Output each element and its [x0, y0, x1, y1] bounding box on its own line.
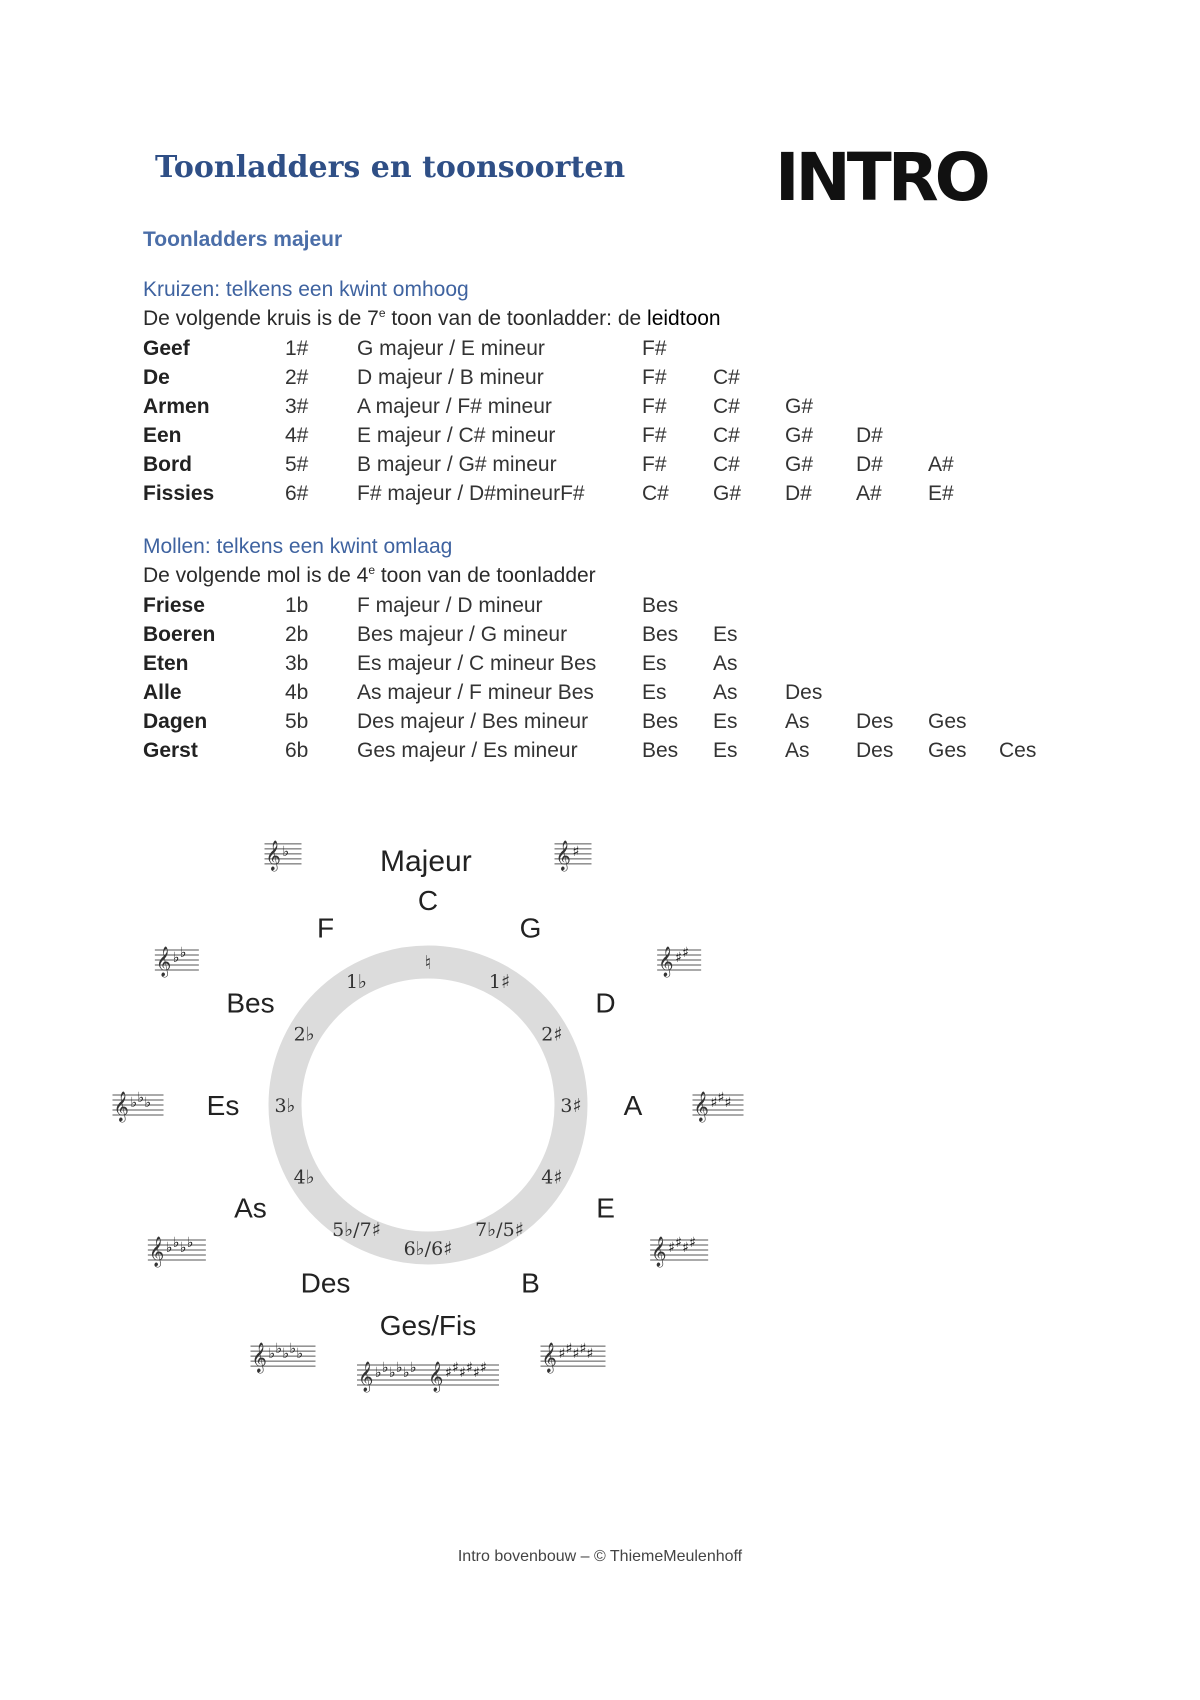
svg-text:♯: ♯: [572, 1346, 580, 1363]
accidental-note: Es: [713, 623, 738, 646]
mnemonic-word: Armen: [143, 395, 210, 418]
accidental-note: Bes: [642, 594, 679, 617]
svg-text:𝄞: 𝄞: [555, 840, 571, 871]
svg-text:♭: ♭: [165, 1240, 173, 1256]
logo-text: INTRO: [775, 139, 987, 216]
svg-text:𝄞: 𝄞: [651, 1237, 667, 1267]
key-name-label: As: [234, 1192, 267, 1224]
key-name-label: Des: [300, 1267, 351, 1299]
svg-text:♯: ♯: [586, 1346, 594, 1363]
mnemonic-word: Alle: [143, 681, 182, 704]
svg-text:♭: ♭: [268, 1346, 276, 1363]
key-name: Des majeur / Bes mineur: [357, 710, 589, 733]
svg-text:♯: ♯: [565, 1341, 573, 1358]
accidental-note: Bes: [642, 623, 679, 646]
svg-text:♯: ♯: [675, 1235, 682, 1251]
mnemonic-word: Gerst: [143, 739, 198, 762]
svg-text:♭: ♭: [282, 1346, 290, 1363]
svg-text:♭: ♭: [396, 1360, 403, 1376]
accidental-count: 1b: [285, 594, 309, 617]
key-name-label: E: [596, 1192, 615, 1224]
mnemonic-word: Dagen: [143, 710, 208, 733]
footer: Intro bovenbouw – © ThiemeMeulenhoff: [457, 1548, 743, 1565]
key-name-label: F: [316, 912, 335, 944]
accidental-count: 2b: [285, 623, 309, 646]
svg-text:♭: ♭: [137, 1090, 145, 1106]
svg-text:𝄞: 𝄞: [265, 840, 281, 871]
key-name-label: B: [521, 1267, 540, 1299]
accidental-note: As: [713, 681, 738, 704]
svg-text:𝄞: 𝄞: [155, 947, 172, 977]
svg-text:♭: ♭: [410, 1360, 417, 1376]
accidental-note: G#: [785, 395, 814, 418]
mnemonic-word: Friese: [143, 594, 205, 617]
accidental-note: D#: [856, 453, 883, 476]
svg-text:𝄞: 𝄞: [428, 1362, 444, 1392]
svg-text:♭: ♭: [172, 950, 180, 966]
svg-text:♭: ♭: [186, 1235, 194, 1251]
key-name-label: Ges/Fis: [379, 1310, 477, 1341]
svg-text:𝄞: 𝄞: [658, 947, 674, 977]
svg-text:♭: ♭: [389, 1365, 396, 1381]
accidental-note: A#: [856, 482, 882, 505]
svg-text:♯: ♯: [675, 950, 682, 966]
svg-text:𝄞: 𝄞: [251, 1343, 267, 1374]
key-signature-staff-sharps: [427, 1360, 499, 1393]
key-name: Bes majeur / G mineur: [357, 623, 568, 646]
accidental-note: F#: [642, 424, 667, 447]
ring-accidental-label: 2♯: [541, 1023, 563, 1046]
accidental-note: As: [785, 710, 810, 733]
svg-text:♯: ♯: [710, 1095, 718, 1111]
key-signature-staff-flats: [357, 1360, 429, 1393]
svg-text:♯: ♯: [445, 1365, 452, 1381]
ring-accidental-label: 6♭/6♯: [403, 1238, 453, 1260]
sharps-intro: De volgende kruis is de 7e toon van de toonladder: de leidtoon: [143, 306, 721, 330]
mnemonic-word: Een: [143, 424, 182, 447]
accidental-note: Bes: [642, 710, 679, 733]
accidental-note: Des: [856, 739, 894, 762]
page-title: Toonladders en toonsoorten: [155, 150, 626, 185]
svg-text:𝄞: 𝄞: [693, 1092, 709, 1122]
svg-text:♭: ♭: [382, 1360, 389, 1376]
svg-text:𝄞: 𝄞: [113, 1092, 129, 1122]
ring-accidental-label: 3♭: [274, 1095, 296, 1117]
svg-text:♯: ♯: [558, 1346, 566, 1363]
svg-text:♯: ♯: [724, 1095, 732, 1111]
ring-accidental-label: 1♭: [345, 971, 368, 994]
accidental-note: Bes: [642, 739, 679, 762]
accidental-count: 3#: [285, 395, 309, 418]
key-signature-staff: [155, 945, 199, 978]
accidental-count: 5#: [285, 453, 309, 476]
accidental-note: A#: [928, 453, 954, 476]
key-signature-staff: [265, 840, 302, 872]
accidental-note: E#: [928, 482, 954, 505]
svg-text:♭: ♭: [144, 1095, 152, 1111]
accidental-count: 6b: [285, 739, 309, 762]
accidental-note: Ges: [928, 739, 967, 762]
accidental-count: 5b: [285, 710, 309, 733]
circle-title: Majeur: [380, 845, 472, 878]
accidental-count: 2#: [285, 366, 309, 389]
accidental-note: Des: [785, 681, 823, 704]
accidental-note: D#: [856, 424, 883, 447]
key-name-label: D: [595, 987, 616, 1019]
accidental-note: C#: [713, 453, 740, 476]
ring-accidental-label: 5♭/7♯: [332, 1218, 381, 1241]
ring-accidental-label: 1♯: [488, 971, 511, 994]
svg-text:♭: ♭: [375, 1365, 382, 1381]
section-title: Toonladders majeur: [143, 228, 343, 251]
key-name-label: C: [417, 885, 439, 916]
svg-text:♯: ♯: [579, 1341, 587, 1358]
mnemonic-word: Bord: [143, 453, 192, 476]
accidental-count: 4b: [285, 681, 309, 704]
key-name: G majeur / E mineur: [357, 337, 545, 360]
svg-text:♭: ♭: [172, 1235, 180, 1251]
accidental-note: C#: [713, 424, 740, 447]
key-signature-staff: [251, 1341, 316, 1374]
key-signature-staff: [555, 840, 592, 872]
key-signature-staff: [650, 1235, 708, 1268]
svg-text:♯: ♯: [466, 1360, 473, 1376]
accidental-note: C#: [642, 482, 669, 505]
accidental-note: C#: [713, 366, 740, 389]
accidental-note: As: [785, 739, 810, 762]
mnemonic-word: Boeren: [143, 623, 216, 646]
svg-text:♯: ♯: [668, 1240, 675, 1256]
accidental-note: Es: [642, 652, 667, 675]
accidental-note: F#: [642, 366, 667, 389]
svg-text:♯: ♯: [459, 1365, 466, 1381]
svg-text:♭: ♭: [403, 1365, 410, 1381]
sharps-table: [0, 337, 1200, 517]
svg-text:♭: ♭: [130, 1095, 138, 1111]
key-name: D majeur / B mineur: [357, 366, 544, 389]
accidental-note: F#: [642, 395, 667, 418]
svg-text:♭: ♭: [275, 1341, 283, 1358]
svg-text:♯: ♯: [452, 1360, 459, 1376]
accidental-count: 6#: [285, 482, 309, 505]
svg-text:♭: ♭: [296, 1346, 304, 1363]
key-name: Es majeur / C mineur Bes: [357, 652, 597, 675]
key-signature-staff: [148, 1235, 206, 1268]
mnemonic-word: De: [143, 366, 170, 389]
accidental-note: Es: [642, 681, 667, 704]
svg-text:𝄞: 𝄞: [541, 1343, 557, 1374]
ring-accidental-label: 3♯: [560, 1095, 582, 1117]
sharps-heading: Kruizen: telkens een kwint omhoog: [143, 278, 469, 301]
accidental-note: F#: [642, 337, 667, 360]
svg-text:𝄞: 𝄞: [148, 1237, 165, 1267]
key-name: F majeur / D mineur: [357, 594, 543, 617]
svg-text:♯: ♯: [480, 1360, 487, 1376]
accidental-note: D#: [785, 482, 812, 505]
key-name: F# majeur / D#mineurF#: [357, 482, 585, 505]
accidental-note: Ges: [928, 710, 967, 733]
accidental-note: As: [713, 652, 738, 675]
key-signature-staff: [541, 1341, 606, 1374]
key-name: A majeur / F# mineur: [357, 395, 552, 418]
key-signature-staff: [693, 1090, 744, 1123]
flats-intro: De volgende mol is de 4e toon van de toonladder: [143, 563, 596, 587]
svg-text:♭: ♭: [179, 1240, 187, 1256]
svg-text:♯: ♯: [689, 1235, 696, 1251]
accidental-note: Des: [856, 710, 894, 733]
key-name-label: A: [623, 1090, 643, 1121]
key-name-label: G: [519, 912, 542, 944]
accidental-note: F#: [642, 453, 667, 476]
accidental-note: G#: [785, 453, 814, 476]
circle-ring: [285, 962, 571, 1248]
key-name: Ges majeur / Es mineur: [357, 739, 578, 762]
key-name-label: Bes: [226, 987, 275, 1019]
svg-text:♯: ♯: [572, 843, 580, 860]
svg-text:♯: ♯: [682, 945, 689, 961]
accidental-note: Ces: [999, 739, 1037, 762]
accidental-count: 3b: [285, 652, 309, 675]
key-name-label: Es: [206, 1090, 240, 1121]
circle-of-fifths: [113, 830, 750, 1400]
mnemonic-word: Fissies: [143, 482, 215, 505]
key-signature-staff: [113, 1090, 164, 1123]
accidental-note: C#: [713, 395, 740, 418]
svg-text:♭: ♭: [179, 945, 187, 961]
accidental-note: Es: [713, 710, 738, 733]
svg-text:♯: ♯: [473, 1365, 480, 1381]
svg-text:♭: ♭: [282, 843, 290, 860]
accidental-count: 4#: [285, 424, 309, 447]
svg-text:♯: ♯: [682, 1240, 689, 1256]
flats-heading: Mollen: telkens een kwint omlaag: [143, 535, 453, 558]
key-name: B majeur / G# mineur: [357, 453, 557, 476]
svg-text:♭: ♭: [289, 1341, 297, 1358]
svg-text:𝄞: 𝄞: [358, 1362, 374, 1392]
key-name: As majeur / F mineur Bes: [357, 681, 594, 704]
ring-accidental-label: 4♯: [541, 1166, 563, 1189]
ring-accidental-label: 2♭: [293, 1023, 315, 1046]
key-signature-staff: [657, 945, 701, 978]
svg-text:♯: ♯: [717, 1090, 725, 1106]
mnemonic-word: Geef: [143, 337, 190, 360]
ring-accidental-label: ♮: [424, 952, 432, 974]
accidental-note: Es: [713, 739, 738, 762]
key-name: E majeur / C# mineur: [357, 424, 556, 447]
mnemonic-word: Eten: [143, 652, 189, 675]
accidental-note: G#: [785, 424, 814, 447]
intro-logo: [775, 139, 1015, 216]
accidental-note: G#: [713, 482, 742, 505]
flats-table: [0, 594, 1200, 774]
ring-accidental-label: 4♭: [293, 1166, 315, 1189]
ring-accidental-label: 7♭/5♯: [475, 1218, 524, 1241]
accidental-count: 1#: [285, 337, 309, 360]
